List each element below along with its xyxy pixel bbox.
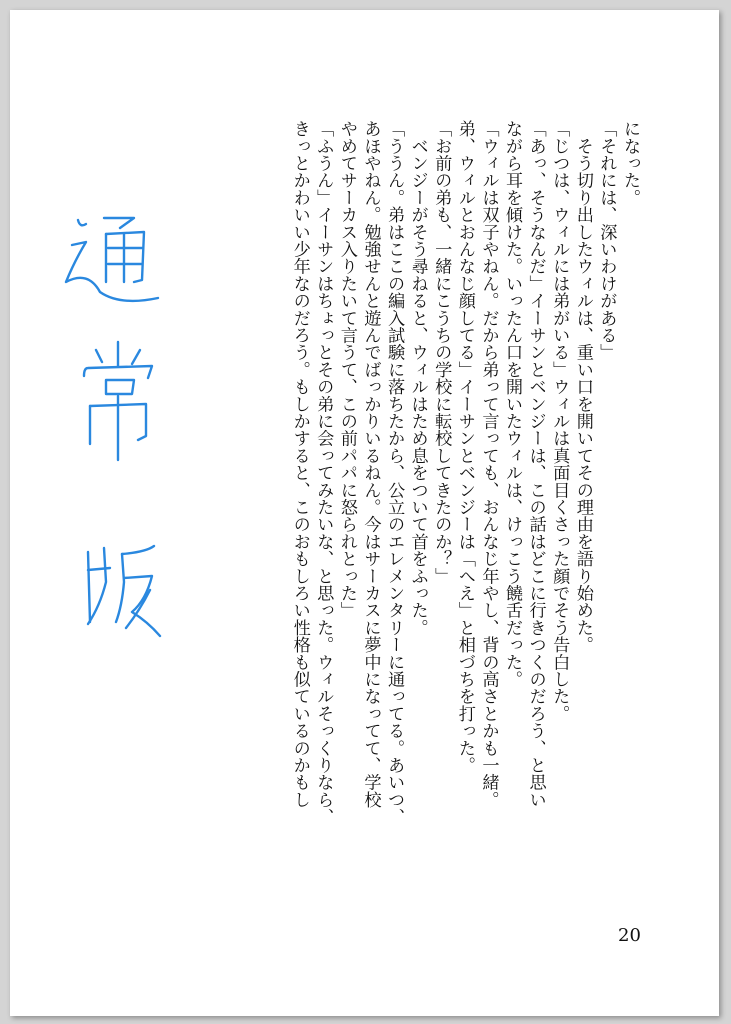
text-line: 「ウィルは双子やねん。だから弟って言っても、おんなじ年やし、背の高さとかも一緒。	[478, 120, 499, 808]
handwritten-stamp-icon	[60, 210, 170, 650]
document-page	[10, 10, 719, 1016]
text-line: 「それには、深いわけがある」	[596, 120, 617, 361]
text-line: 「ううん。弟はここの編入試験に落ちたから、公立のエレメンタリーに通ってる。あいつ、	[384, 120, 405, 826]
vertical-body-text	[287, 120, 641, 920]
text-line: そう切り出したウィルは、重い口を開いてその理由を語り始めた。	[572, 120, 593, 654]
text-line: きっとかわいい少年なのだろう。もしかすると、このおもしろい性格も似ているのかもし	[289, 120, 310, 808]
text-line: 「じつは、ウィルには弟がいる」ウィルは真面目くさった顔でそう告白した。	[549, 120, 570, 722]
text-line: やめてサーカス入りたいて言うて、この前パパに怒られとった」	[336, 120, 357, 619]
text-line: ベンジーがそう尋ねると、ウィルはため息をついて首をふった。	[407, 120, 428, 636]
text-line: あほやねん。勉強せんと遊んでばっかりいるねん。今はサーカスに夢中になってて、学校	[360, 120, 381, 808]
text-line: 「お前の弟も、一緒にこうちの学校に転校してきたのか？」	[431, 120, 452, 585]
text-line: 「あっ、そうなんだ」イーサンとベンジーは、この話はどこに行きつくのだろう、と思い	[525, 120, 546, 808]
page-number: 20	[618, 925, 641, 946]
text-line: になった。	[620, 120, 640, 206]
text-line: 「ふうん」イーサンはちょっとその弟に会ってみたいな、と思った。ウィルそっくりなら、	[313, 120, 334, 826]
text-line: 弟、ウィルとおんなじ顔してる」イーサンとベンジーは「へえ」と相づちを打った。	[454, 120, 475, 774]
text-line: ながら耳を傾けた。いったん口を開いたウィルは、けっこう饒舌だった。	[502, 120, 523, 688]
